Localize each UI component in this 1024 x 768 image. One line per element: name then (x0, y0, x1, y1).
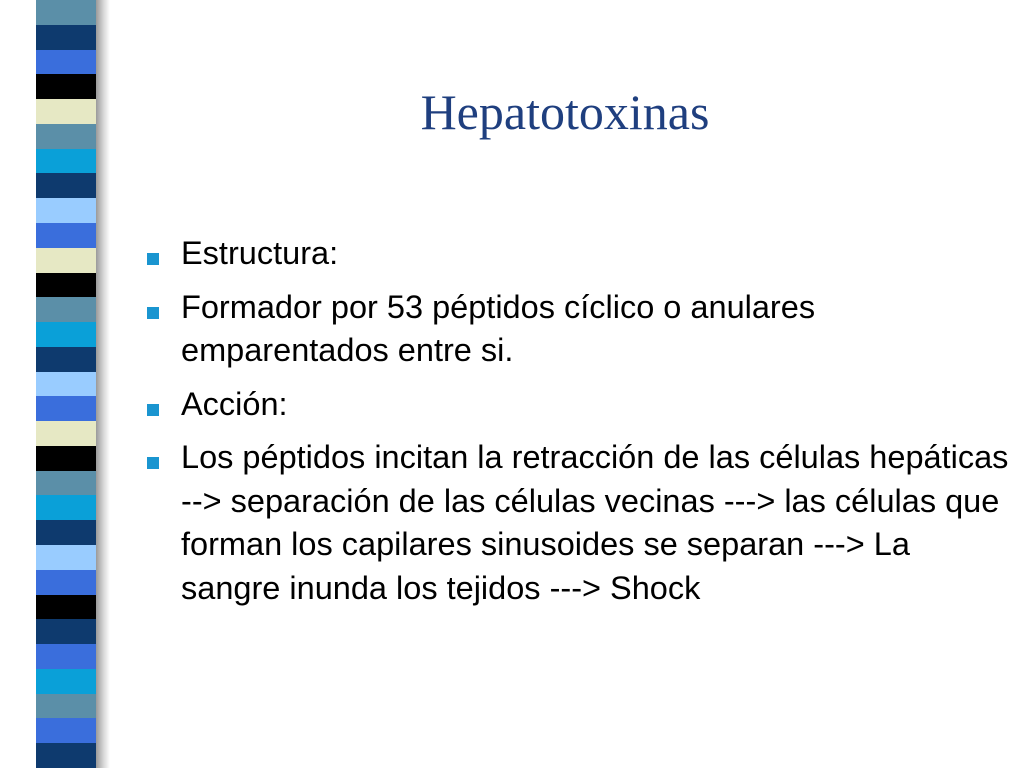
slide-title: Hepatotoxinas (420, 84, 710, 140)
stripe-segment (36, 25, 96, 50)
stripe-segment (36, 223, 96, 248)
bullet-item-formador (140, 286, 1010, 373)
stripe-segment (36, 694, 96, 719)
stripe-segment (36, 396, 96, 421)
square-bullet-icon (147, 307, 159, 319)
stripe-segment (36, 644, 96, 669)
stripe-segment (36, 570, 96, 595)
stripe-segment (36, 124, 96, 149)
square-bullet-icon (147, 457, 159, 469)
bullet-text: Los péptidos incitan la retracción de las células hepáticas --> separación de las células vecinas ---> las células que forman los capilares sinusoides se separan ---> La sangre inunda los tejidos ---> Shock (181, 439, 1009, 606)
bullet-item-peptidos (140, 436, 1010, 610)
stripe-segment (36, 495, 96, 520)
stripe-segment (36, 743, 96, 768)
stripe-segment (36, 421, 96, 446)
stripe-segment (36, 718, 96, 743)
stripe-segment (36, 173, 96, 198)
stripe-segment (36, 595, 96, 620)
stripe-segment (36, 545, 96, 570)
stripe-segment (36, 248, 96, 273)
stripe-segment (36, 297, 96, 322)
stripe-segment (36, 520, 96, 545)
stripe-segment (36, 273, 96, 298)
bullet-list (140, 232, 1010, 620)
bullet-text: Acción: (181, 385, 288, 422)
stripe-segment (36, 372, 96, 397)
bullet-item-estructura (140, 232, 1010, 276)
bullet-text: Estructura: (181, 235, 339, 271)
square-bullet-icon (147, 404, 159, 416)
bullet-item-accion (140, 383, 1010, 427)
stripe-segment (36, 322, 96, 347)
decorative-stripe-bar (36, 0, 96, 768)
stripe-segment (36, 471, 96, 496)
stripe-segment (36, 669, 96, 694)
stripe-shadow (96, 0, 110, 768)
stripe-segment (36, 50, 96, 75)
stripe-segment (36, 74, 96, 99)
bullet-text: Formador por 53 péptidos cíclico o anulares emparentados entre si. (181, 288, 816, 369)
stripe-segment (36, 198, 96, 223)
stripe-segment (36, 0, 96, 25)
stripe-segment (36, 149, 96, 174)
stripe-segment (36, 347, 96, 372)
square-bullet-icon (147, 253, 159, 265)
stripe-segment (36, 619, 96, 644)
stripe-segment (36, 99, 96, 124)
stripe-segment (36, 446, 96, 471)
